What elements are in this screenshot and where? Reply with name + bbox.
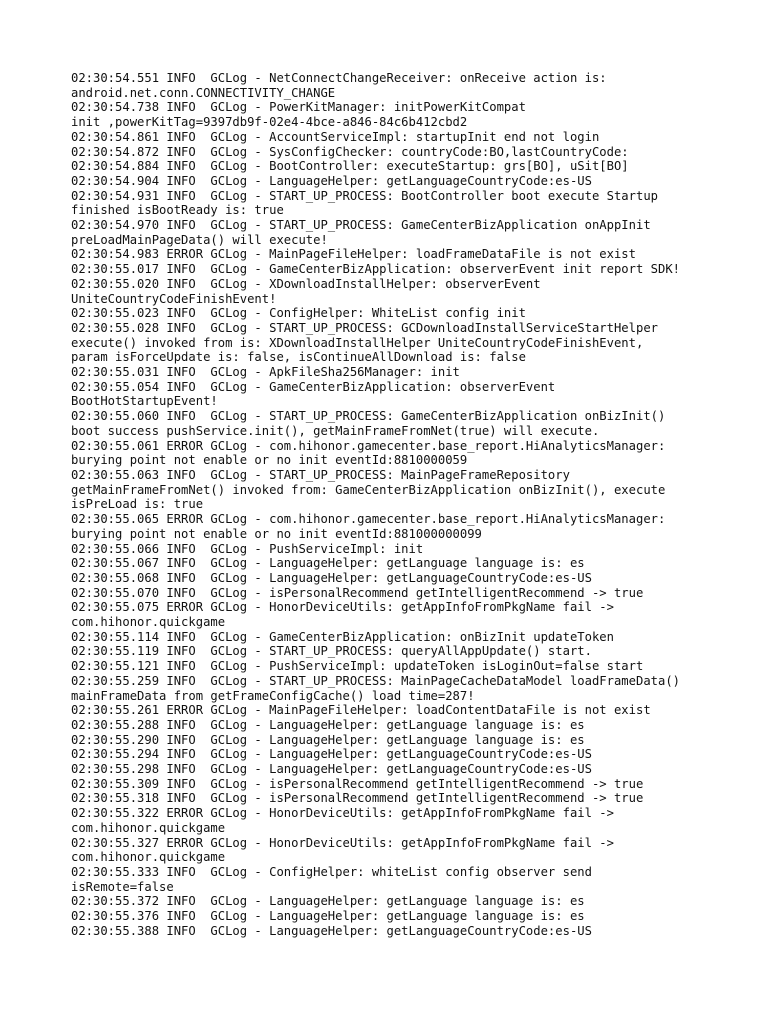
log-line: com.hihonor.quickgame <box>71 850 226 865</box>
log-line: 02:30:55.017 INFO GCLog - GameCenterBizApplication: observerEvent init report SDK! <box>71 262 681 277</box>
log-line: 02:30:54.861 INFO GCLog - AccountServiceImpl: startupInit end not login <box>71 129 600 144</box>
log-line: 02:30:55.259 INFO GCLog - START_UP_PROCESS: MainPageCacheDataModel loadFrameData() <box>71 673 681 688</box>
log-document <box>71 71 711 938</box>
log-line: 02:30:55.020 INFO GCLog - XDownloadInstallHelper: observerEvent <box>71 276 541 291</box>
log-line: 02:30:55.322 ERROR GCLog - HonorDeviceUtils: getAppInfoFromPkgName fail -> <box>71 806 614 821</box>
log-line: 02:30:55.318 INFO GCLog - isPersonalRecommend getIntelligentRecommend -> true <box>71 791 644 806</box>
log-line: 02:30:55.333 INFO GCLog - ConfigHelper: whiteList config observer send <box>71 864 592 879</box>
log-line: 02:30:55.023 INFO GCLog - ConfigHelper: WhiteList config init <box>71 306 526 321</box>
log-line: 02:30:55.290 INFO GCLog - LanguageHelper: getLanguage language is: es <box>71 732 585 747</box>
log-line: com.hihonor.quickgame <box>71 820 226 835</box>
log-line: UniteCountryCodeFinishEvent! <box>71 291 277 306</box>
log-line: 02:30:55.070 INFO GCLog - isPersonalRecommend getIntelligentRecommend -> true <box>71 585 644 600</box>
log-line: 02:30:55.372 INFO GCLog - LanguageHelper: getLanguage language is: es <box>71 894 585 909</box>
log-line: 02:30:55.060 INFO GCLog - START_UP_PROCESS: GameCenterBizApplication onBizInit() <box>71 409 666 424</box>
log-line: BootHotStartupEvent! <box>71 394 218 409</box>
log-line: 02:30:55.261 ERROR GCLog - MainPageFileHelper: loadContentDataFile is not exist <box>71 703 651 718</box>
log-line: 02:30:55.075 ERROR GCLog - HonorDeviceUtils: getAppInfoFromPkgName fail -> <box>71 600 614 615</box>
log-line: param isForceUpdate is: false, isContinueAllDownload is: false <box>71 350 526 365</box>
log-line: execute() invoked from is: XDownloadInstallHelper UniteCountryCodeFinishEvent, <box>71 335 644 350</box>
log-line: 02:30:55.054 INFO GCLog - GameCenterBizApplication: observerEvent <box>71 379 556 394</box>
log-line: finished isBootReady is: true <box>71 203 284 218</box>
log-line: com.hihonor.quickgame <box>71 615 226 630</box>
log-line: 02:30:55.061 ERROR GCLog - com.hihonor.gamecenter.base_report.HiAnalyticsManager: <box>71 438 666 453</box>
log-line: 02:30:55.031 INFO GCLog - ApkFileSha256Manager: init <box>71 365 460 380</box>
log-line: 02:30:55.298 INFO GCLog - LanguageHelper: getLanguageCountryCode:es-US <box>71 762 592 777</box>
log-line: 02:30:55.119 INFO GCLog - START_UP_PROCESS: queryAllAppUpdate() start. <box>71 644 592 659</box>
log-line: 02:30:54.872 INFO GCLog - SysConfigChecker: countryCode:BO,lastCountryCode: <box>71 144 629 159</box>
log-line: 02:30:55.376 INFO GCLog - LanguageHelper: getLanguage language is: es <box>71 909 585 924</box>
log-line: 02:30:54.931 INFO GCLog - START_UP_PROCESS: BootController boot execute Startup <box>71 188 658 203</box>
log-line: 02:30:54.738 INFO GCLog - PowerKitManager: initPowerKitCompat <box>71 100 526 115</box>
log-line: preLoadMainPageData() will execute! <box>71 232 328 247</box>
log-line: 02:30:54.983 ERROR GCLog - MainPageFileHelper: loadFrameDataFile is not exist <box>71 247 636 262</box>
log-line: 02:30:55.066 INFO GCLog - PushServiceImpl: init <box>71 541 424 556</box>
log-line: 02:30:54.904 INFO GCLog - LanguageHelper: getLanguageCountryCode:es-US <box>71 173 592 188</box>
log-line: 02:30:55.288 INFO GCLog - LanguageHelper: getLanguage language is: es <box>71 717 585 732</box>
log-line: 02:30:55.388 INFO GCLog - LanguageHelper: getLanguageCountryCode:es-US <box>71 923 592 938</box>
log-line: 02:30:55.067 INFO GCLog - LanguageHelper: getLanguage language is: es <box>71 556 585 571</box>
log-line: 02:30:55.063 INFO GCLog - START_UP_PROCESS: MainPageFrameRepository <box>71 467 570 482</box>
log-line: 02:30:55.068 INFO GCLog - LanguageHelper: getLanguageCountryCode:es-US <box>71 570 592 585</box>
log-line: android.net.conn.CONNECTIVITY_CHANGE <box>71 85 336 100</box>
log-line: 02:30:55.121 INFO GCLog - PushServiceImpl: updateToken isLoginOut=false start <box>71 659 644 674</box>
log-line: 02:30:55.114 INFO GCLog - GameCenterBizApplication: onBizInit updateToken <box>71 629 614 644</box>
log-line: mainFrameData from getFrameConfigCache() load time=287! <box>71 688 475 703</box>
log-line: 02:30:55.327 ERROR GCLog - HonorDeviceUtils: getAppInfoFromPkgName fail -> <box>71 835 614 850</box>
log-line: 02:30:55.028 INFO GCLog - START_UP_PROCESS: GCDownloadInstallServiceStartHelper <box>71 320 658 335</box>
log-line: burying point not enable or no init eventId:8810000059 <box>71 453 468 468</box>
log-line: init ,powerKitTag=9397db9f-02e4-4bce-a846-84c6b412cbd2 <box>71 115 468 130</box>
log-line: 02:30:54.551 INFO GCLog - NetConnectChangeReceiver: onReceive action is: <box>71 71 607 85</box>
log-line: burying point not enable or no init eventId:881000000099 <box>71 526 482 541</box>
log-line: isRemote=false <box>71 879 174 894</box>
log-line: boot success pushService.init(), getMainFrameFromNet(true) will execute. <box>71 423 600 438</box>
log-line: 02:30:55.309 INFO GCLog - isPersonalRecommend getIntelligentRecommend -> true <box>71 776 644 791</box>
log-line: 02:30:55.294 INFO GCLog - LanguageHelper: getLanguageCountryCode:es-US <box>71 747 592 762</box>
log-line: 02:30:54.970 INFO GCLog - START_UP_PROCESS: GameCenterBizApplication onAppInit <box>71 218 651 233</box>
log-line: isPreLoad is: true <box>71 497 204 512</box>
log-line: getMainFrameFromNet() invoked from: GameCenterBizApplication onBizInit(), execute <box>71 482 666 497</box>
log-line: 02:30:55.065 ERROR GCLog - com.hihonor.gamecenter.base_report.HiAnalyticsManager: <box>71 512 666 527</box>
log-line: 02:30:54.884 INFO GCLog - BootController: executeStartup: grs[BO], uSit[BO] <box>71 159 629 174</box>
